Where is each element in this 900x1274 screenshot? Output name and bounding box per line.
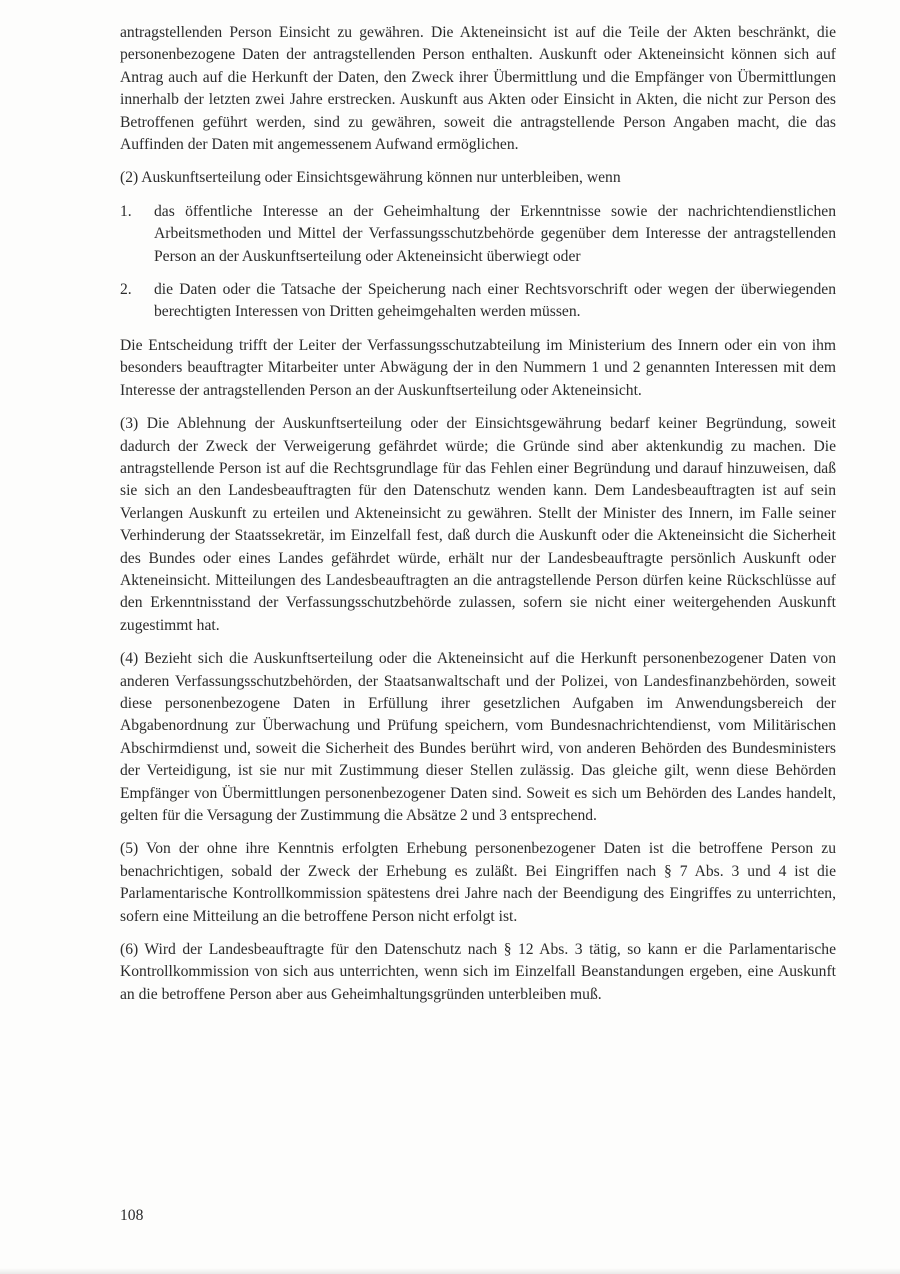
page-body	[120, 22, 836, 1017]
list-number: 2.	[120, 281, 132, 299]
paragraph-decision: Die Entscheidung trifft der Leiter der Verfassungsschutzabteilung im Ministerium des Innern oder ein von ihm besonders beauftragter Mitarbeiter unter Abwägung der in den Nummern 1 und 2 genannten Interessen mit dem Interesse der antragstellenden Person an der Auskunftserteilung oder Akteneinsicht.	[120, 336, 836, 399]
paragraph-4: (4) Bezieht sich die Auskunftserteilung oder die Akteneinsicht auf die Herkunft personenbezogener Daten von anderen Verfassungsschutzbehörden, der Staatsanwaltschaft und der Polizei, von Landesfinanzbehörden, soweit diese personenbezogene Daten in Erfüllung ihrer gesetzlichen Aufgaben im Anwendungsbereich der Abgabenordnung zur Überwachung und Prüfung speichern, vom Bundesnachrichtendienst, vom Militärischen Abschirmdienst und, soweit die Sicherheit des Bundes berührt wird, von anderen Behörden des Bundesministers der Verteidigung, ist sie nur mit Zustimmung dieser Stellen zulässig. Das gleiche gilt, wenn diese Behörden Empfänger von Übermittlungen personenbezogener Daten sind. Soweit es sich um Behörden des Landes handelt, gelten für die Versagung der Zustimmung die Absätze 2 und 3 entsprechend.	[120, 650, 836, 824]
scan-edge-shadow	[0, 1268, 900, 1274]
paragraph-5: (5) Von der ohne ihre Kenntnis erfolgten Erhebung personenbezogener Daten ist die betroffene Person zu benachrichtigen, sobald der Zweck der Erhebung es zuläßt. Bei Eingriffen nach § 7 Abs. 3 und 4 ist die Parlamentarische Kontrollkommission spätestens drei Jahre nach der Beendigung des Eingriffes zu unterrichten, sofern eine Mitteilung an die betroffene Person nicht erfolgt ist.	[120, 840, 836, 925]
paragraph-6: (6) Wird der Landesbeauftragte für den Datenschutz nach § 12 Abs. 3 tätig, so kann er die Parlamentarische Kontrollkommission von sich aus unterrichten, wenn sich im Einzelfall Beanstandungen ergeben, eine Auskunft an die betroffene Person aber aus Geheimhaltungsgründen unterbleiben muß.	[120, 941, 836, 1003]
list-number: 1.	[120, 202, 132, 220]
paragraph-continuation: antragstellenden Person Einsicht zu gewähren. Die Akteneinsicht ist auf die Teile der Akten beschränkt, die personenbezogene Daten der antragstellenden Person enthalten. Auskunft oder Akteneinsicht können sich auf Antrag auch auf die Herkunft der Daten, den Zweck ihrer Übermittlung und die Empfänger von Übermittlungen innerhalb der letzten zwei Jahre erstrecken. Auskunft aus Akten oder Einsicht in Akten, die nicht zur Person des Betroffenen geführt werden, sind zu gewähren, soweit die antragstellende Person Angaben macht, die das Auffinden der Daten mit angemessenem Aufwand ermöglichen.	[120, 24, 836, 154]
page-number: 108	[120, 1207, 144, 1224]
list-item-1	[120, 201, 836, 268]
numbered-list	[120, 201, 836, 324]
paragraph-3: (3) Die Ablehnung der Auskunftserteilung oder der Einsichtsgewährung bedarf keiner Begründung, soweit dadurch der Zweck der Verweigerung gefährdet würde; die Gründe sind aber aktenkundig zu machen. Die antragstellende Person ist auf die Rechtsgrundlage für das Fehlen einer Begründung und darauf hinzuweisen, daß sie sich an den Landesbeauftragten für den Datenschutz wenden kann. Dem Landesbeauftragten ist auf sein Verlangen Auskunft zu erteilen und Akteneinsicht zu gewähren. Stellt der Minister des Innern, im Falle seiner Verhinderung der Staatssekretär, im Einzelfall fest, daß durch die Auskunft oder die Akteneinsicht die Sicherheit des Bundes oder eines Landes gefährdet würde, erhält nur der Landesbeauftragte persönlich Auskunft oder Akteneinsicht. Mitteilungen des Landesbeauftragten an die antragstellende Person dürfen keine Rückschlüsse auf den Erkenntnisstand der Verfassungsschutzbehörde zulassen, sofern sie nicht einer weitergehenden Auskunft zugestimmt hat.	[120, 415, 836, 634]
list-text: das öffentliche Interesse an der Geheimhaltung der Erkenntnisse sowie der nachrichtendienstlichen Arbeitsmethoden und Mittel der Verfassungsschutzbehörde gegenüber dem Interesse der antragstellenden Person an der Auskunftserteilung oder Akteneinsicht überwiegt oder	[154, 202, 836, 265]
list-item-2	[120, 279, 836, 324]
paragraph-2-intro: (2) Auskunftserteilung oder Einsichtsgewährung können nur unterbleiben, wenn	[120, 169, 621, 187]
list-text: die Daten oder die Tatsache der Speicherung nach einer Rechtsvorschrift oder wegen der überwiegenden berechtigten Interessen von Dritten geheimgehalten werden müssen.	[154, 281, 836, 321]
